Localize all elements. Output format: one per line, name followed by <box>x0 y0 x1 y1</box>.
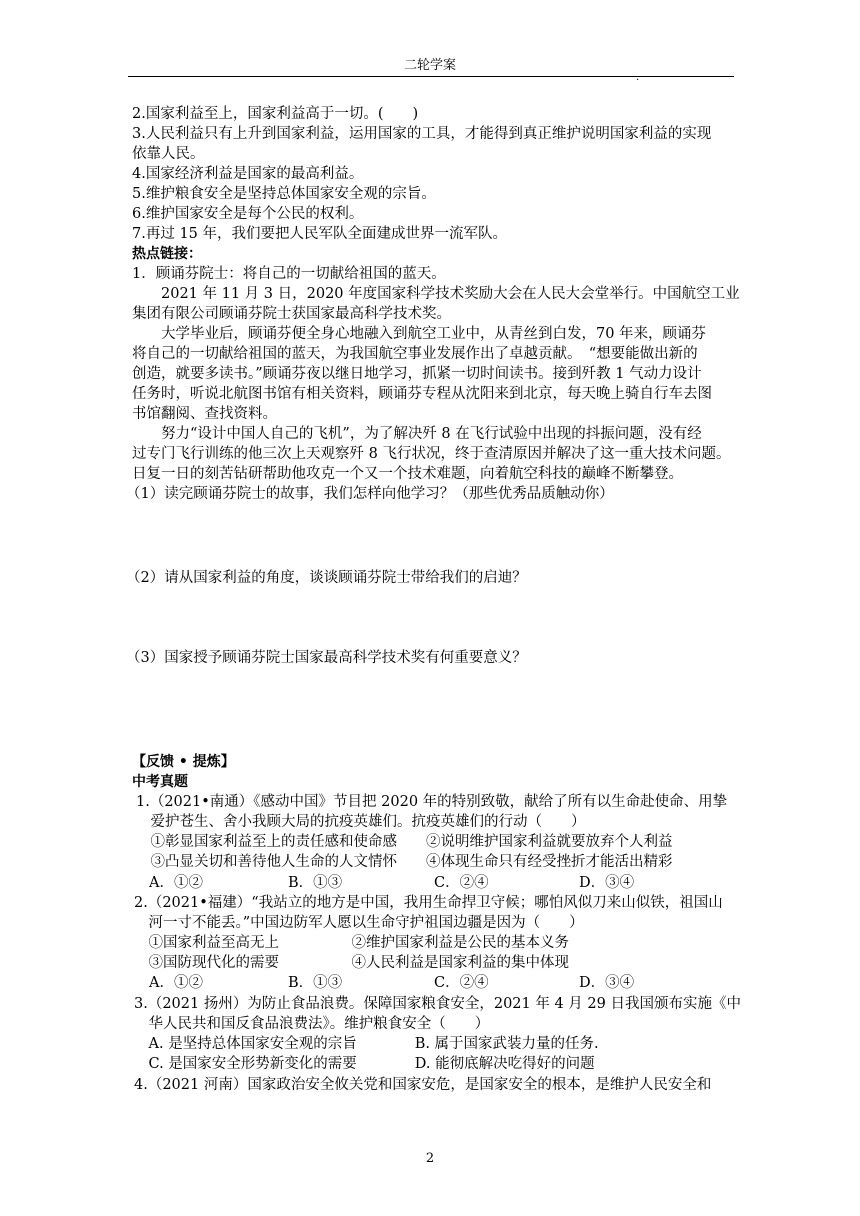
hotspot-paragraph-line: 过专门飞行训练的他三次上天观察歼 8 飞行状况，终于查清原因并解决了这一重大技术问题。 <box>132 446 731 462</box>
feedback-heading: 【反馈 • 提炼】 <box>132 754 235 770</box>
exam-choice-b: B．①③ <box>288 975 343 991</box>
page-number: 2 <box>425 1151 435 1166</box>
hotspot-paragraph-line: 创造，就要多读书。”顾诵芬夜以继日地学习，抓紧一切时间读书。接到歼教 1 气动力设计 <box>132 366 702 382</box>
exam-stem: 爱护苍生、舍小我顾大局的抗疫英雄们。抗疫英雄们的行动（ ） <box>136 814 586 830</box>
exam-options: ③凸显关切和善待他人生命的人文情怀 ④体现生命只有经受挫折才能活出精彩 <box>136 854 673 870</box>
hotspot-paragraph-line: 书馆翻阅、查找资料。 <box>132 406 277 422</box>
exam-stem: 1.（2021•南通）《感动中国》节目把 2020 年的特别致敬，献给了所有以生命赴使命、用挚 <box>136 794 728 810</box>
hotspot-heading: 热点链接： <box>132 246 202 262</box>
header-dot: . <box>636 72 640 83</box>
exam-options: ③国防现代化的需要 ④人民利益是国家利益的集中体现 <box>134 955 569 971</box>
exam-stem: 华人民共和国反食品浪费法》。维护粮食安全（ ） <box>134 1016 490 1032</box>
judgment-item: 2.国家利益至上，国家利益高于一切。( ) <box>132 106 419 122</box>
exam-choice-a: A．①② <box>149 975 203 991</box>
exam-choice-c: C．②④ <box>434 875 489 891</box>
exam-choice-c: C．②④ <box>434 975 489 991</box>
hotspot-paragraph-line: 任务时，听说北航图书馆有相关资料，顾诵芬专程从沈阳来到北京，每天晚上骑自行车去图 <box>132 386 712 402</box>
exam-choice-d: D．③④ <box>579 975 635 991</box>
judgment-item: 6.维护国家安全是每个公民的权利。 <box>132 206 364 222</box>
exam-options: ①国家利益至高无上 ②维护国家利益是公民的基本义务 <box>134 935 569 951</box>
judgment-item: 4.国家经济利益是国家的最高利益。 <box>132 166 364 182</box>
hotspot-paragraph-line: 大学毕业后，顾诵芬便全身心地融入到航空工业中，从青丝到白发，70 年来，顾诵芬 <box>132 326 707 342</box>
exam-options: C. 是国家安全形势新变化的需要 D. 能彻底解决吃得好的问题 <box>134 1056 595 1072</box>
hotspot-paragraph-line: 将自己的一切献给祖国的蓝天，为我国航空事业发展作出了卓越贡献。 “想要能做出新的 <box>132 346 698 362</box>
exam-stem: 河一寸不能丢。”中国边防军人愿以生命守护祖国边疆是因为（ ） <box>134 915 584 931</box>
exam-options: A. 是坚持总体国家安全观的宗旨 B. 属于国家武装力量的任务. <box>134 1036 599 1052</box>
exam-stem: 2.（2021•福建）“我站立的地方是中国，我用生命捍卫守候；哪怕风似刀来山似铁，祖国山 <box>134 895 723 911</box>
hotspot-paragraph-line: 努力“设计中国人自己的飞机”，为了解决歼 8 在飞行试验中出现的抖振问题，没有经 <box>132 426 702 442</box>
exam-subheading: 中考真题 <box>132 774 188 790</box>
header-rule <box>128 76 734 77</box>
judgment-item: 7.再过 15 年，我们要把人民军队全面建成世界一流军队。 <box>132 226 508 242</box>
exam-choice-d: D．③④ <box>579 875 635 891</box>
question-1: （1）读完顾诵芬院士的故事，我们怎样向他学习？（那些优秀品质触动你） <box>126 486 614 502</box>
exam-stem: 3.（2021 扬州）为防止食品浪费。保障国家粮食安全，2021 年 4 月 29 日我国颁布实施《中 <box>134 996 741 1012</box>
judgment-item: 3.人民利益只有上升到国家利益，运用国家的工具，才能得到真正维护说明国家利益的实现 <box>132 126 712 142</box>
page-header: 二轮学案 <box>403 58 456 73</box>
hotspot-title: 1．顾诵芬院士：将自己的一切献给祖国的蓝天。 <box>132 266 446 282</box>
hotspot-paragraph-line: 2021 年 11 月 3 日，2020 年度国家科学技术奖励大会在人民大会堂举行。中国航空工业 <box>132 286 740 302</box>
hotspot-paragraph-line: 集团有限公司顾诵芬院士获国家最高科学技术奖。 <box>132 306 451 322</box>
exam-choice-b: B．①③ <box>288 875 343 891</box>
judgment-item: 依靠人民。 <box>132 146 205 162</box>
judgment-item: 5.维护粮食安全是坚持总体国家安全观的宗旨。 <box>132 186 436 202</box>
exam-stem: 4.（2021 河南）国家政治安全攸关党和国家安危，是国家安全的根本，是维护人民安全和 <box>134 1077 712 1093</box>
question-2: （2）请从国家利益的角度，谈谈顾诵芬院士带给我们的启迪？ <box>126 570 527 586</box>
hotspot-paragraph-line: 日复一日的刻苦钻研帮助他攻克一个又一个技术难题，向着航空科技的巅峰不断攀登。 <box>132 466 683 482</box>
exam-choice-a: A．①② <box>149 875 203 891</box>
exam-options: ①彰显国家利益至上的责任感和使命感 ②说明维护国家利益就要放弃个人利益 <box>136 834 673 850</box>
question-3: （3）国家授予顾诵芬院士国家最高科学技术奖有何重要意义？ <box>126 650 527 666</box>
